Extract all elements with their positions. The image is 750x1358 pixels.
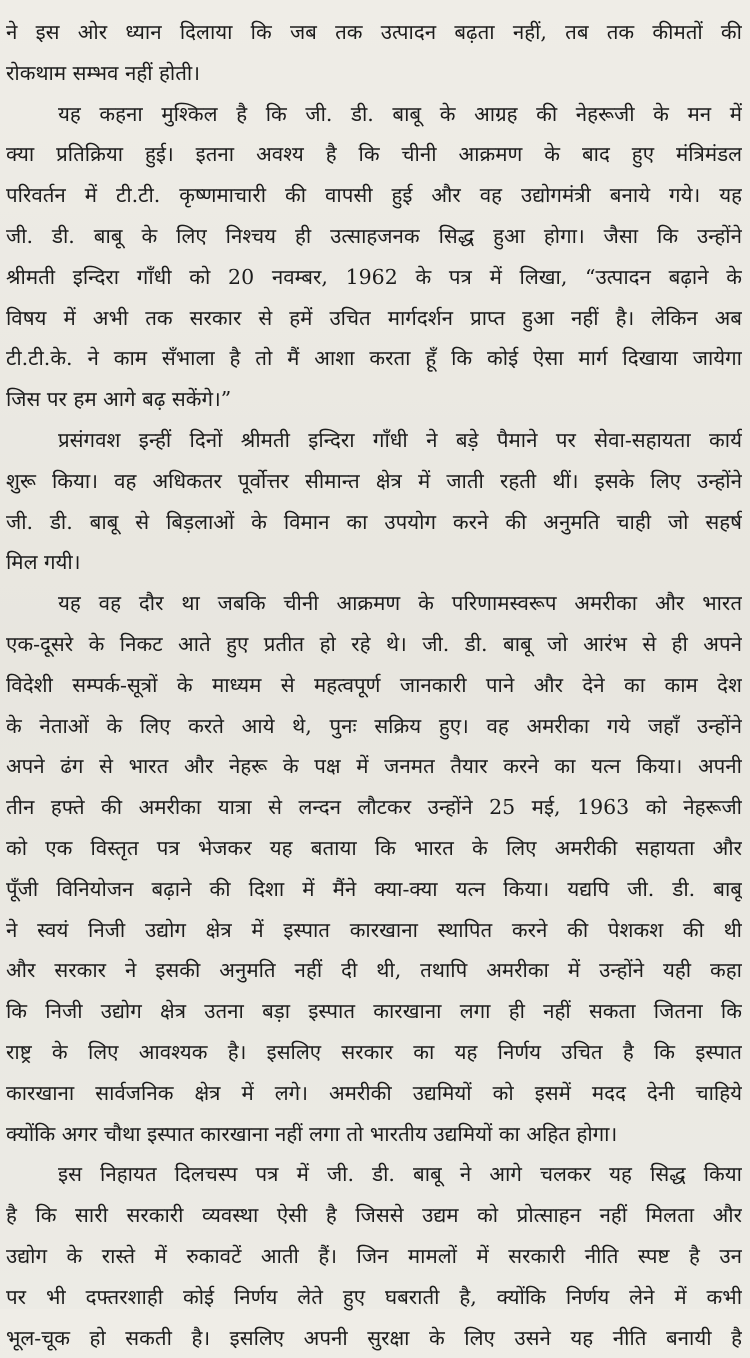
text-line: के नेताओं के लिए करते आये थे, पुनः सक्रिय हुए। वह अमरीका गये जहाँ उन्होंने [6, 706, 742, 747]
page-text-body [6, 12, 742, 1358]
text-line: कारखाना सार्वजनिक क्षेत्र में लगे। अमरीकी उद्यमियों को इसमें मदद देनी चाहिये [6, 1073, 742, 1114]
text-line: भूल-चूक हो सकती है। इसलिए अपनी सुरक्षा के लिए उसने यह नीति बनायी है [6, 1318, 742, 1358]
text-line: विदेशी सम्पर्क-सूत्रों के माध्यम से महत्वपूर्ण जानकारी पाने और देने का काम देश [6, 665, 742, 706]
text-line: यह कहना मुश्किल है कि जी. डी. बाबू के आग्रह की नेहरूजी के मन में [6, 94, 742, 135]
text-line: जी. डी. बाबू के लिए निश्चय ही उत्साहजनक सिद्ध हुआ होगा। जैसा कि उन्होंने [6, 216, 742, 257]
text-line: क्या प्रतिक्रिया हुई। इतना अवश्य है कि चीनी आक्रमण के बाद हुए मंत्रिमंडल [6, 134, 742, 175]
text-line: पर भी दफ्तरशाही कोई निर्णय लेते हुए घबराती है, क्योंकि निर्णय लेने में कभी [6, 1277, 742, 1318]
text-line: राष्ट्र के लिए आवश्यक है। इसलिए सरकार का यह निर्णय उचित है कि इस्पात [6, 1032, 742, 1073]
text-line: क्योंकि अगर चौथा इस्पात कारखाना नहीं लगा तो भारतीय उद्यमियों का अहित होगा। [6, 1114, 742, 1155]
text-line: यह वह दौर था जबकि चीनी आक्रमण के परिणामस्वरूप अमरीका और भारत [6, 583, 742, 624]
text-line: टी.टी.के. ने काम सँभाला है तो मैं आशा करता हूँ कि कोई ऐसा मार्ग दिखाया जायेगा [6, 338, 742, 379]
text-line: अपने ढंग से भारत और नेहरू के पक्ष में जनमत तैयार करने का यत्न किया। अपनी [6, 746, 742, 787]
text-line: ने इस ओर ध्यान दिलाया कि जब तक उत्पादन बढ़ता नहीं, तब तक कीमतों की [6, 12, 742, 53]
text-line: पूँजी विनियोजन बढ़ाने की दिशा में मैंने क्या-क्या यत्न किया। यद्यपि जी. डी. बाबू [6, 869, 742, 910]
text-line: और सरकार ने इसकी अनुमति नहीं दी थी, तथापि अमरीका में उन्होंने यही कहा [6, 950, 742, 991]
text-line: शुरू किया। वह अधिकतर पूर्वोत्तर सीमान्त क्षेत्र में जाती रहती थीं। इसके लिए उन्होंने [6, 461, 742, 502]
text-line: परिवर्तन में टी.टी. कृष्णमाचारी की वापसी हुई और वह उद्योगमंत्री बनाये गये। यह [6, 175, 742, 216]
text-line: तीन हफ्ते की अमरीका यात्रा से लन्दन लौटकर उन्होंने 25 मई, 1963 को नेहरूजी [6, 787, 742, 828]
text-line: उद्योग के रास्ते में रुकावटें आती हैं। जिन मामलों में सरकारी नीति स्पष्ट है उन [6, 1236, 742, 1277]
text-line: ने स्वयं निजी उद्योग क्षेत्र में इस्पात कारखाना स्थापित करने की पेशकश की थी [6, 910, 742, 951]
text-line: श्रीमती इन्दिरा गाँधी को 20 नवम्बर, 1962 के पत्र में लिखा, “उत्पादन बढ़ाने के [6, 257, 742, 298]
text-line: विषय में अभी तक सरकार से हमें उचित मार्गदर्शन प्राप्त हुआ नहीं है। लेकिन अब [6, 298, 742, 339]
text-line: रोकथाम सम्भव नहीं होती। [6, 53, 742, 94]
text-line: जिस पर हम आगे बढ़ सकेंगे।” [6, 379, 742, 420]
text-line: को एक विस्तृत पत्र भेजकर यह बताया कि भारत के लिए अमरीकी सहायता और [6, 828, 742, 869]
text-line: प्रसंगवश इन्हीं दिनों श्रीमती इन्दिरा गाँधी ने बड़े पैमाने पर सेवा-सहायता कार्य [6, 420, 742, 461]
text-line: कि निजी उद्योग क्षेत्र उतना बड़ा इस्पात कारखाना लगा ही नहीं सकता जितना कि [6, 991, 742, 1032]
text-line: इस निहायत दिलचस्प पत्र में जी. डी. बाबू ने आगे चलकर यह सिद्ध किया [6, 1154, 742, 1195]
text-line: है कि सारी सरकारी व्यवस्था ऐसी है जिससे उद्यम को प्रोत्साहन नहीं मिलता और [6, 1195, 742, 1236]
text-line: जी. डी. बाबू से बिड़लाओं के विमान का उपयोग करने की अनुमति चाही जो सहर्ष [6, 502, 742, 543]
text-line: मिल गयी। [6, 542, 742, 583]
text-line: एक-दूसरे के निकट आते हुए प्रतीत हो रहे थे। जी. डी. बाबू जो आरंभ से ही अपने [6, 624, 742, 665]
